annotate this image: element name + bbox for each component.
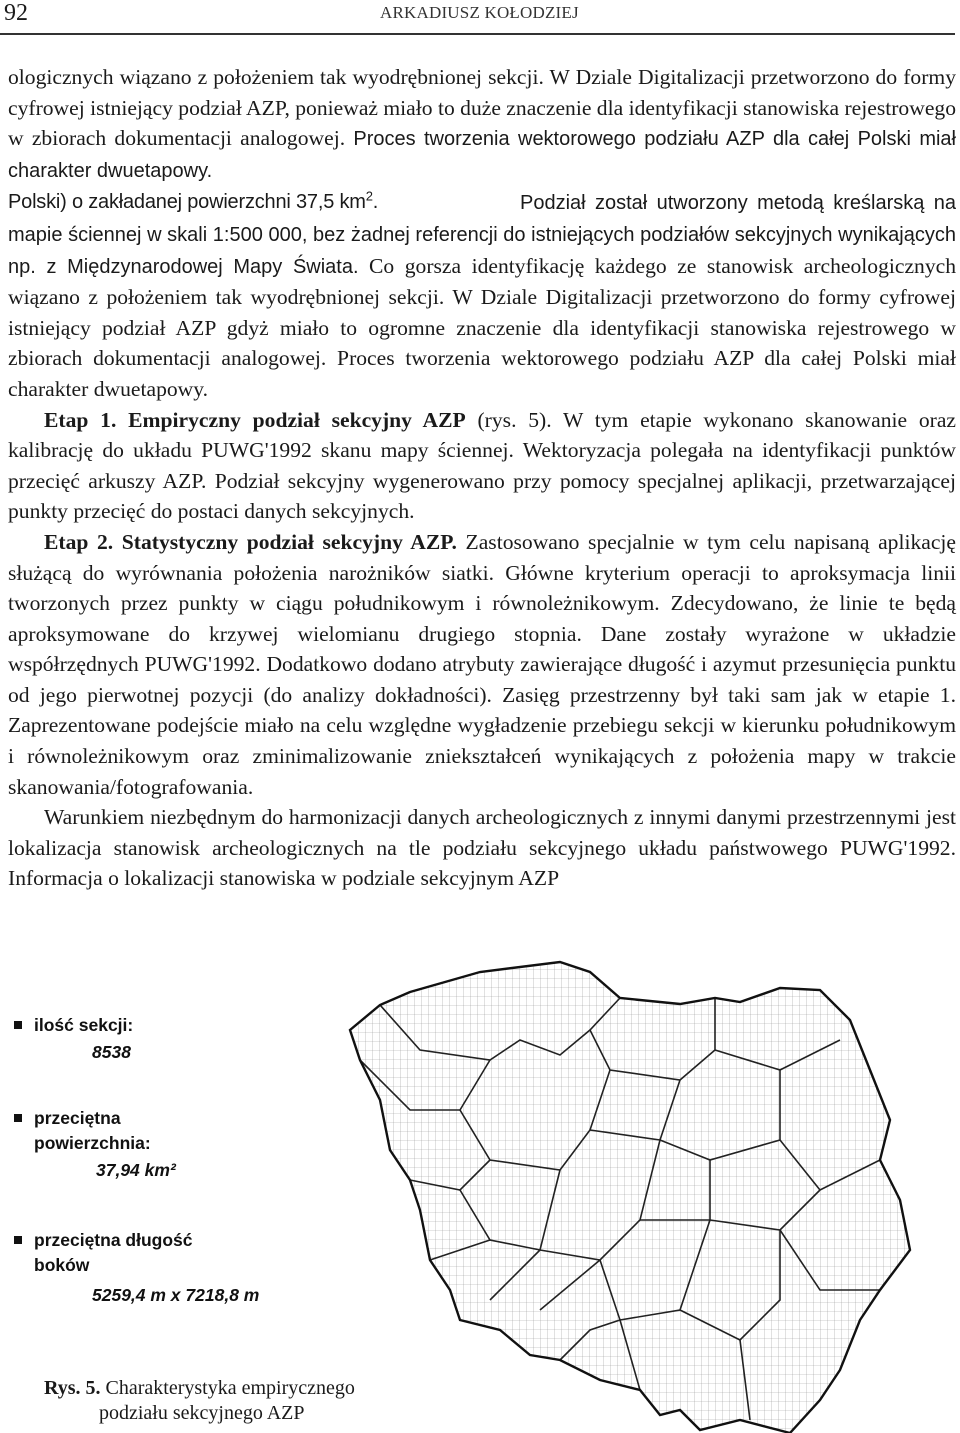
paragraph-1: ologicznych wiązano z położeniem tak wyodrębnionej sekcji. W Dziale Digitalizacji przetworzono do formy cyfrowej istniejący podział AZP, ponieważ miało to duże znaczenie dla identyfikacji stanowiska rejestrowego w zbiorach dokumentacji analogowej. Proces tworzenia wektorowego podziału AZP dla całej Polski miał charakter dwuetapowy. [8, 65, 956, 182]
running-head: ARKADIUSZ KOŁODZIEJ [380, 3, 579, 22]
page-header [0, 0, 960, 34]
paragraph-2-rest: Podział został utworzony metodą kreślarską na mapie ściennej w skali 1:500 000, bez żadnej referencji do istniejących podziałów sekcyjnych wynikających np. z Międzynarodowej Mapy Świata. Co gorsza identyfikację każdego ze stanowisk archeologicznych wiązano z położeniem tak wyodrębnionej sekcji. W Dziale Digitalizacji przetworzono do formy cyfrowej istniejący podział AZP gdyż miało to ogromne znaczenie dla identyfikacji stanowiska rejestrowego w zbiorach dokumentacji analogowej. Proces tworzenia wektorowego podziału AZP dla całej Polski miał charakter dwuetapowy. [8, 192, 957, 401]
paragraph-last: Warunkiem niezbędnym do harmonizacji danych archeologicznych z innymi danymi przestrzennymi jest lokalizacja stanowisk archeologicznych na tle podziału sekcyjnego układu państwowego PUWG'1992. Informacja o lokalizacji stanowiska w podziale sekcyjnym AZP [8, 805, 956, 891]
page-number: 92 [4, 0, 28, 26]
bullet-icon [14, 1114, 22, 1122]
bullet-icon [14, 1021, 22, 1029]
poland-azp-grid-map [260, 960, 960, 1433]
bullet-icon [14, 1236, 22, 1244]
paragraph-etap2: Etap 2. Statystyczny podział sekcyjny AZP. Zastosowano specjalnie w tym celu napisaną aplikację służącą do wyrównania położenia narożników siatki. Główne kryterium operacji to aproksymacja linii tworzonych przez punkty w ciągu południkowym i równoleżnikowym. Zdecydowano, że linie te będą aproksymowane do krzywej wielomianu drugiego stopnia. Dane zostały wyrażone w układzie współrzędnych PUWG'1992. Dodatkowo dodano atrybuty zawierające długość i azymut przesunięcia punktu od jego pierwotnej pozycji (do analizy dokładności). Zasięg przestrzenny był taki sam jak w etapie 1. Zaprezentowane podejście miało na celu względne wygładzenie przebiegu sekcji w kierunku południkowym i równoleżnikowym oraz zminimalizowanie zniekształceń wynikających z położenia mapy w trakcie skanowania/fotografowania. [8, 529, 957, 799]
paragraph-2-start: Polski) o zakładanej powierzchni 37,5 $km^2$. [8, 188, 379, 214]
paragraph-etap1: Etap 1. Empiryczny podział sekcyjny AZP (rys. 5). W tym etapie wykonano skanowanie oraz kalibrację do układu PUWG'1992 skanu mapy ściennej. Wektoryzacja polegała na identyfikacji punktów przecięć arkuszy AZP. Podział sekcyjny wygenerowano przy pomocy specjalnej aplikacji, przetwarzającej punkty przecięć do postaci danych sekcyjnych. [8, 407, 956, 524]
figure-caption: Rys. 5. Charakterystyka empirycznego podziału sekcyjnego AZP [44, 1377, 355, 1424]
body-text [8, 62, 956, 894]
header-rule [0, 33, 955, 35]
figure-5: ilość sekcji: 8538 przeciętna powierzchnia: 37,94 km² przeciętna długość boków 5259,4 m x 7218,8 m Rys. 5. Charakterystyka empirycznego podziału sekcyjnego AZP [0, 960, 960, 1433]
